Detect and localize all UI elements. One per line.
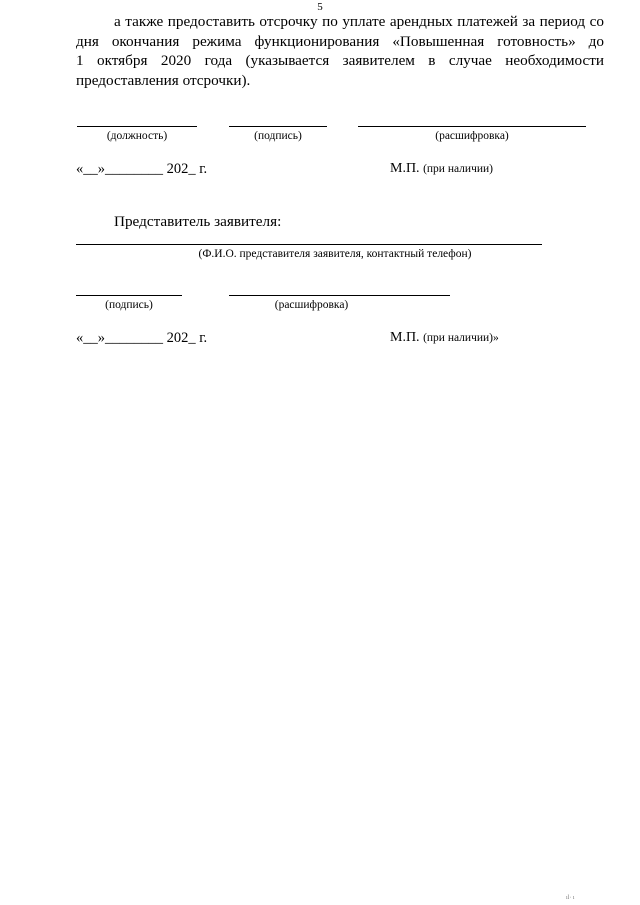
representative-date-line: «__»________ 202_ г. [76, 330, 208, 346]
signature-caption: (подпись) [254, 130, 302, 142]
stamp-placeholder [390, 161, 493, 177]
representative-stamp-placeholder [390, 330, 499, 346]
representative-heading: Представитель заявителя: [114, 213, 282, 230]
representative-name-caption: (Ф.И.О. представителя заявителя, контактный телефон) [198, 248, 472, 260]
paragraph-line-4: предоставления отсрочки). [76, 71, 251, 89]
footer-mark: ıl· ı [566, 895, 575, 901]
representative-signature-caption: (подпись) [105, 299, 153, 311]
stamp-note: (при наличии) [423, 163, 494, 175]
representative-name-line [76, 244, 542, 245]
paragraph-line-2: дня окончания режима функционирования «Повышенная готовность» до [76, 32, 604, 50]
representative-stamp-note: (при наличии)» [423, 332, 499, 344]
paragraph-line-1: а также предоставить отсрочку по уплате арендных платежей за период со [114, 13, 604, 30]
position-field-line [77, 126, 197, 127]
representative-stamp-label: М.П. [390, 330, 420, 345]
paragraph-line-3: 1 октября 2020 года (указывается заявителем в случае необходимости [76, 52, 604, 69]
representative-transcript-line [229, 295, 450, 296]
representative-transcript-caption: (расшифровка) [274, 299, 349, 311]
signature-field-line [229, 126, 327, 127]
position-caption: (должность) [106, 130, 168, 142]
transcript-caption: (расшифровка) [435, 130, 509, 142]
representative-signature-line [76, 295, 182, 296]
stamp-label: М.П. [390, 161, 420, 176]
transcript-field-line [358, 126, 586, 127]
page-number: 5 [317, 1, 323, 13]
body-paragraph [76, 12, 604, 90]
date-line: «__»________ 202_ г. [76, 161, 208, 177]
